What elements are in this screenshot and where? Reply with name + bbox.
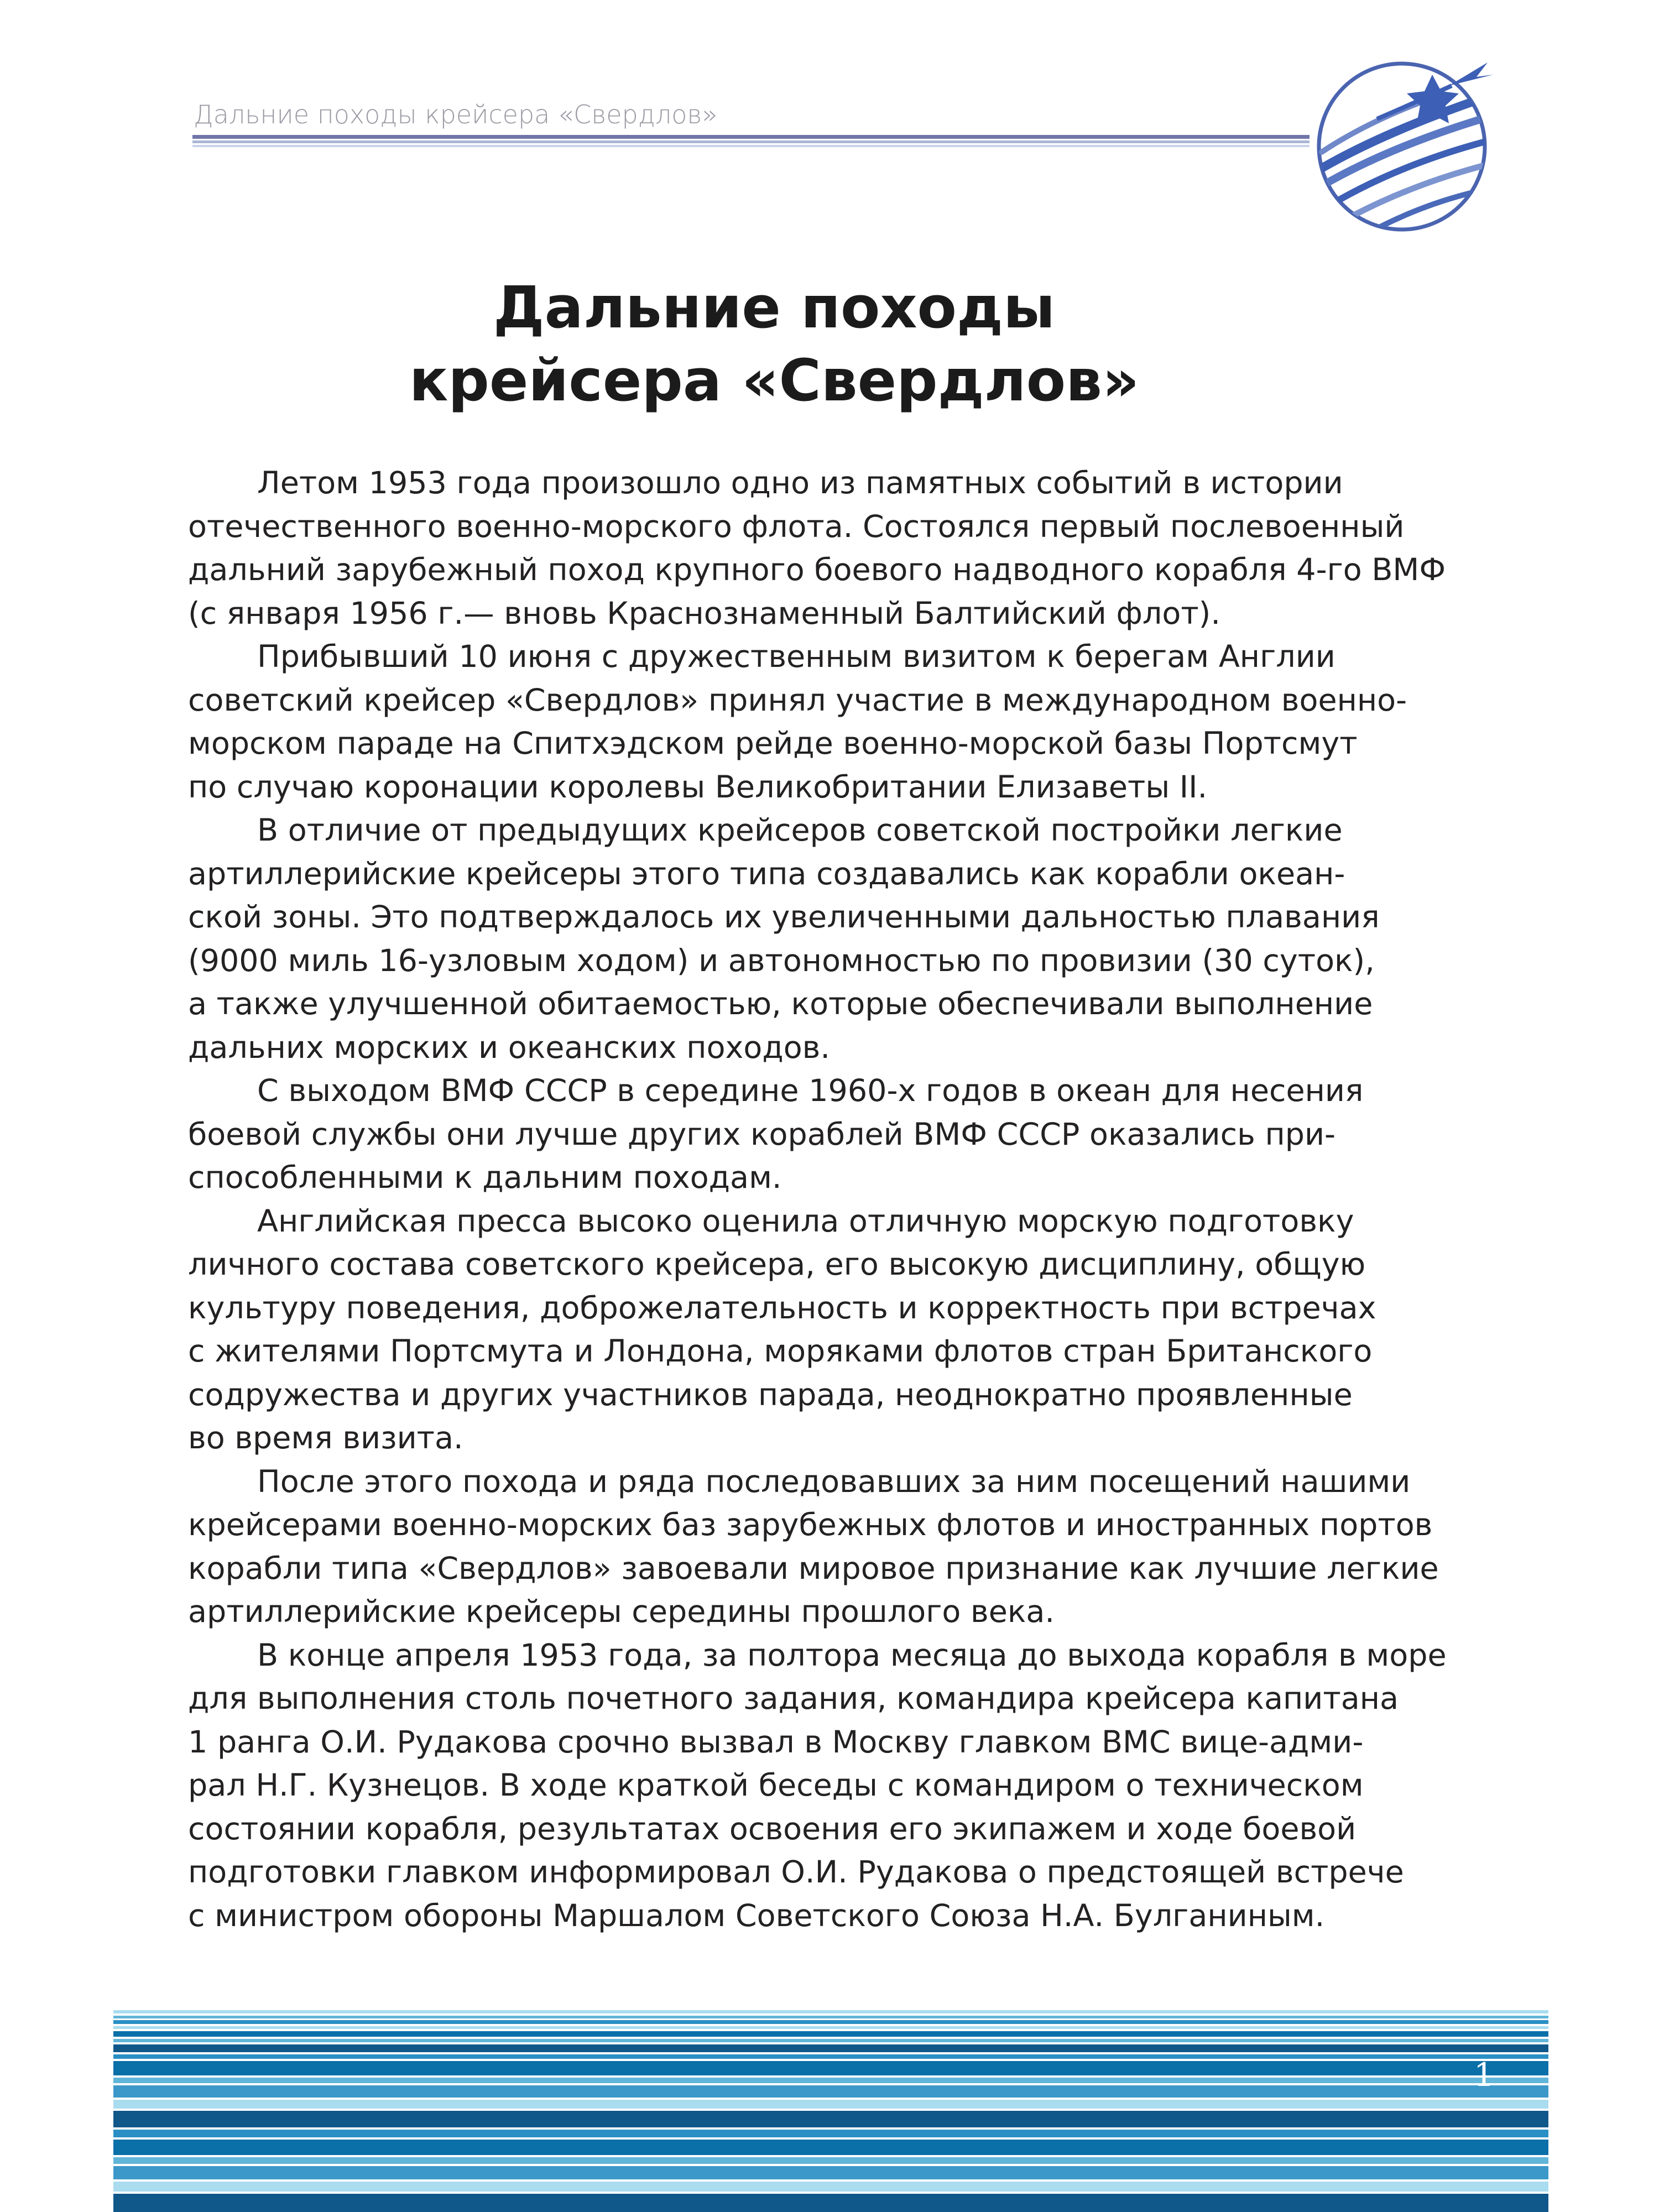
body-line: а также улучшенной обитаемостью, которые обеспечивали выполнение bbox=[188, 986, 1373, 1022]
body-line: Летом 1953 года произошло одно из памятных событий в истории bbox=[257, 465, 1343, 501]
body-line: рал Н.Г. Кузнецов. В ходе краткой беседы с командиром о техническом bbox=[188, 1767, 1364, 1803]
body-line: корабли типа «Свердлов» завоевали мировое признание как лучшие легкие bbox=[188, 1550, 1439, 1587]
body-line: (с января 1956 г.— вновь Краснознаменный Балтийский флот). bbox=[188, 595, 1220, 632]
footer-stripe bbox=[113, 2054, 1548, 2059]
footer-stripe-band bbox=[113, 2010, 1548, 2212]
running-header: Дальние походы крейсера «Свердлов» bbox=[194, 100, 718, 129]
body-line: крейсерами военно-морских баз зарубежных флотов и иностранных портов bbox=[188, 1507, 1433, 1543]
footer-stripe bbox=[113, 2100, 1548, 2109]
body-line: боевой службы они лучше других кораблей ВМФ СССР оказались при- bbox=[188, 1116, 1336, 1152]
body-line: В отличие от предыдущих крейсеров советской постройки легкие bbox=[257, 812, 1343, 848]
footer-stripe bbox=[113, 2020, 1548, 2024]
body-line: дальний зарубежный поход крупного боевого надводного корабля 4-го ВМФ bbox=[188, 552, 1446, 588]
footer-stripe bbox=[113, 2111, 1548, 2127]
footer-stripe bbox=[113, 2085, 1548, 2098]
footer-stripe bbox=[113, 2078, 1548, 2083]
footer-stripe bbox=[113, 2130, 1548, 2137]
footer-stripe bbox=[113, 2061, 1548, 2075]
body-line: артиллерийские крейсеры этого типа создавались как корабли океан- bbox=[188, 855, 1345, 892]
footer-stripe bbox=[113, 2157, 1548, 2164]
body-line: для выполнения столь почетного задания, командира крейсера капитана bbox=[188, 1681, 1399, 1717]
footer-stripe bbox=[113, 2031, 1548, 2037]
body-line: После этого похода и ряда последовавших за ним посещений нашими bbox=[257, 1463, 1411, 1500]
body-line: ской зоны. Это подтверждалось их увеличенными дальностью плавания bbox=[188, 899, 1380, 935]
body-line: во время визита. bbox=[188, 1420, 463, 1456]
body-line: артиллерийские крейсеры середины прошлого века. bbox=[188, 1594, 1055, 1630]
page-title bbox=[0, 271, 1548, 417]
page-number: 1 bbox=[1474, 2056, 1494, 2094]
footer-stripe bbox=[113, 2194, 1548, 2212]
body-line: культуру поведения, доброжелательность и корректность при встречах bbox=[188, 1290, 1376, 1326]
header-rule bbox=[192, 135, 1310, 150]
body-line: подготовки главком информировал О.И. Рудакова о предстоящей встрече bbox=[188, 1854, 1404, 1890]
footer-stripe bbox=[113, 2140, 1548, 2155]
body-line: личного состава советского крейсера, его высокую дисциплину, общую bbox=[188, 1246, 1366, 1282]
footer-stripe bbox=[113, 2016, 1548, 2018]
body-line: с жителями Портсмута и Лондона, моряками флотов стран Британского bbox=[188, 1333, 1373, 1369]
body-line: (9000 миль 16-узловым ходом) и автономностью по провизии (30 суток), bbox=[188, 942, 1375, 979]
footer-stripe bbox=[113, 2039, 1548, 2042]
body-line: способленными к дальним походам. bbox=[188, 1160, 782, 1196]
star-orbit-emblem-icon bbox=[1311, 53, 1493, 235]
footer-stripe bbox=[113, 2044, 1548, 2052]
body-line: по случаю коронации королевы Великобритании Елизаветы II. bbox=[188, 769, 1208, 805]
title-line-2: крейсера «Свердлов» bbox=[409, 347, 1140, 414]
body-line: Прибывший 10 июня с дружественным визитом к берегам Англии bbox=[257, 639, 1335, 675]
body-line: С выходом ВМФ СССР в середине 1960-х годов в океан для несения bbox=[257, 1073, 1364, 1109]
body-line: содружества и других участников парада, неоднократно проявленные bbox=[188, 1376, 1353, 1413]
body-line: дальних морских и океанских походов. bbox=[188, 1029, 831, 1066]
body-line: морском параде на Спитхэдском рейде военно-морской базы Портсмут bbox=[188, 726, 1358, 761]
body-line: отечественного военно-морского флота. Состоялся первый послевоенный bbox=[188, 508, 1405, 545]
footer-stripe bbox=[113, 2010, 1548, 2013]
body-line: советский крейсер «Свердлов» принял участие в международном военно- bbox=[188, 682, 1407, 718]
body-text bbox=[188, 462, 1447, 1938]
title-line-1: Дальние походы bbox=[493, 274, 1056, 341]
body-line: Английская пресса высоко оценила отличную морскую подготовку bbox=[257, 1203, 1354, 1239]
body-line: 1 ранга О.И. Рудакова срочно вызвал в Москву главком ВМС вице-адми- bbox=[188, 1724, 1364, 1760]
body-line: состоянии корабля, результатах освоения его экипажем и ходе боевой bbox=[188, 1811, 1357, 1847]
body-line: В конце апреля 1953 года, за полтора месяца до выхода корабля в море bbox=[257, 1637, 1447, 1673]
footer-stripe bbox=[113, 2182, 1548, 2192]
body-line: с министром обороны Маршалом Советского Союза Н.А. Булганиным. bbox=[188, 1897, 1325, 1934]
footer-stripe bbox=[113, 2166, 1548, 2179]
footer-stripe bbox=[113, 2026, 1548, 2029]
